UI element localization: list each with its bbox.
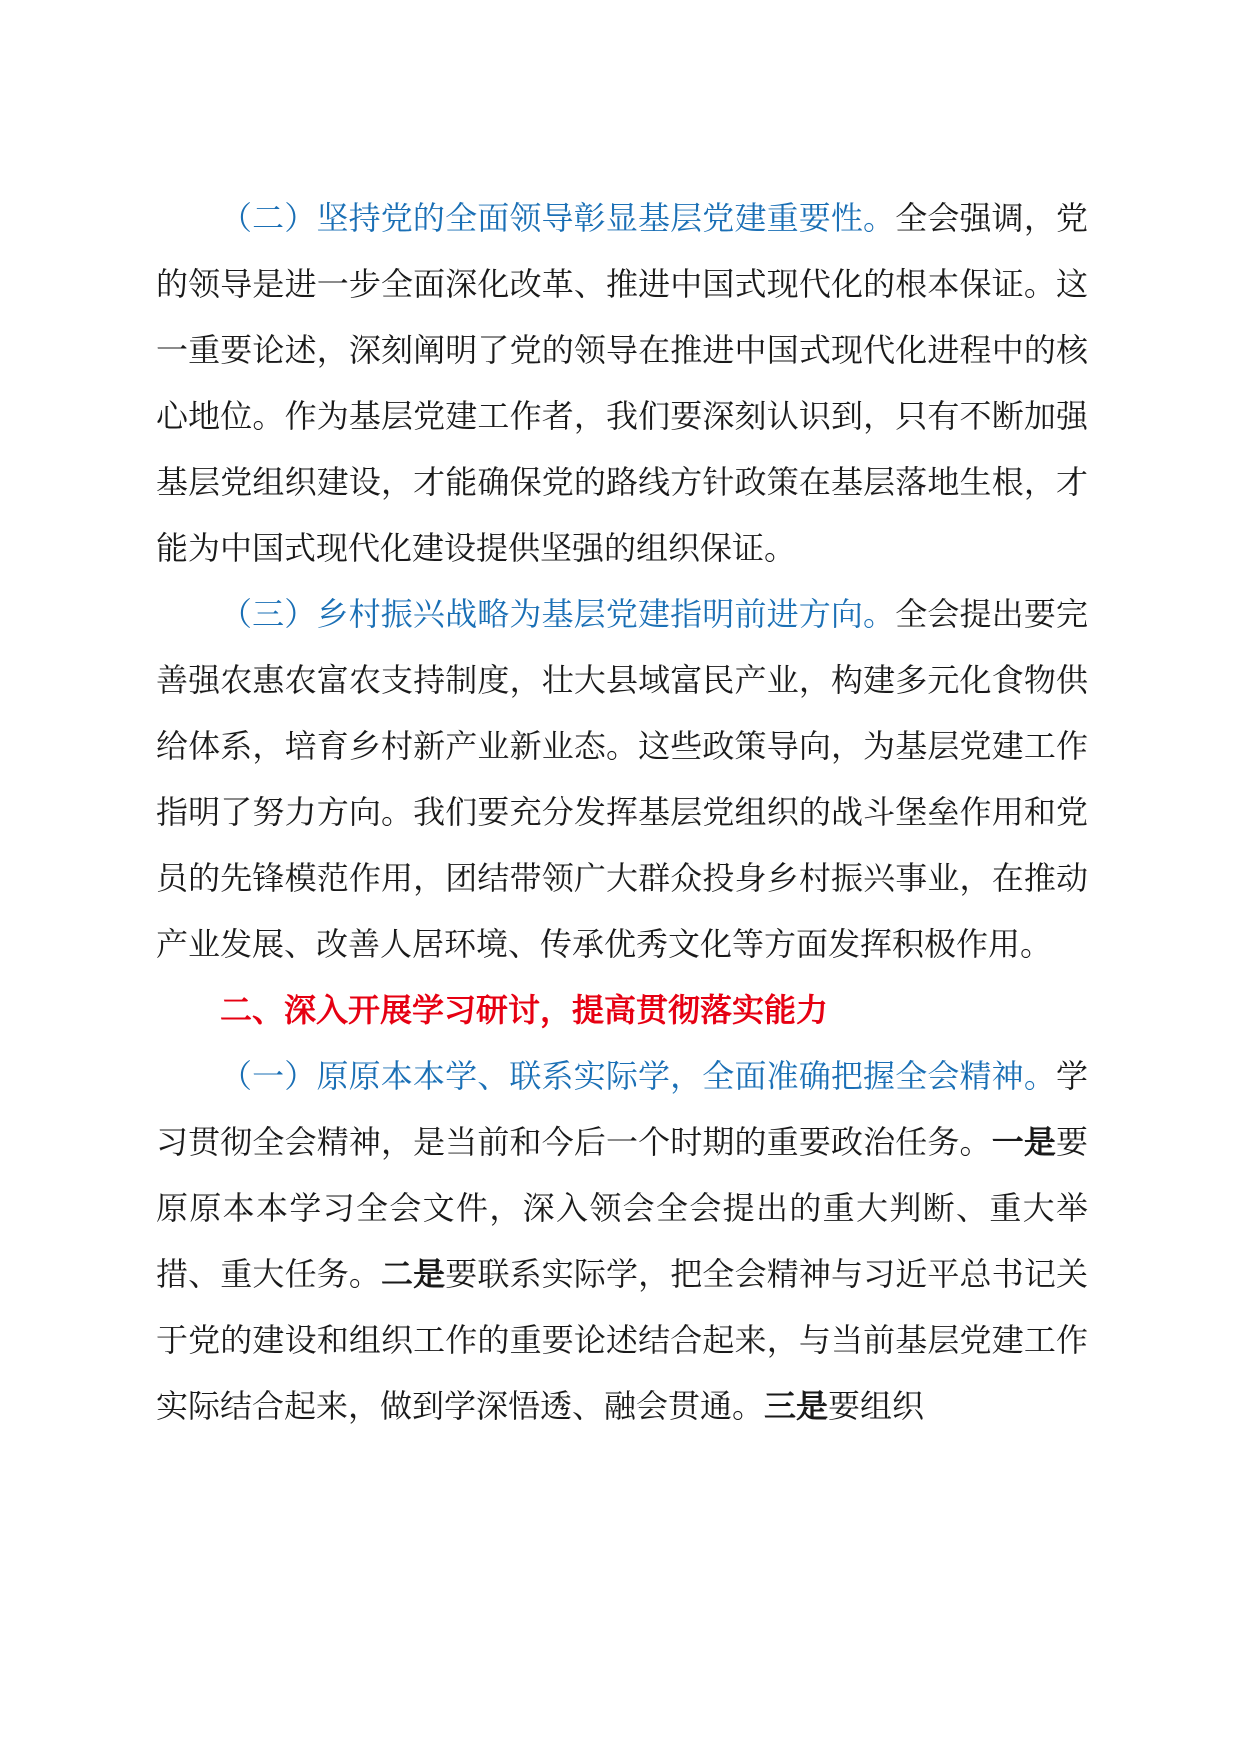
sub-heading-study-plenary: （一）原原本本学、联系实际学，全面准确把握全会精神。 (220, 1057, 1056, 1095)
paragraph-text: 学习贯彻全会精神，是当前和今后一个时期的重要政治任务。 (156, 1057, 1088, 1161)
item-text-2: 要联系实际学，把全会精神与习近平总书记关于党的建设和组织工作的重要论述结合起来，与当前基层党建工作实际结合起来，做到学深悟透、融会贯通。 (156, 1255, 1088, 1425)
document-body (156, 185, 1088, 1439)
sub-heading-party-leadership: （二）坚持党的全面领导彰显基层党建重要性。 (220, 199, 896, 237)
sub-heading-rural-revitalization: （三）乡村振兴战略为基层党建指明前进方向。 (220, 595, 896, 633)
item-label-3: 三是 (764, 1387, 829, 1425)
paragraph-study-plenary (156, 1043, 1088, 1439)
section-heading-study: 二、深入开展学习研讨，提高贯彻落实能力 (220, 991, 829, 1029)
item-text-3: 要组织 (828, 1387, 925, 1425)
paragraph-text: 全会强调，党的领导是进一步全面深化改革、推进中国式现代化的根本保证。这一重要论述，深刻阐明了党的领导在推进中国式现代化进程中的核心地位。作为基层党建工作者，我们要深刻认识到，只有不断加强基层党组织建设，才能确保党的路线方针政策在基层落地生根，才能为中国式现代化建设提供坚强的组织保证。 (156, 199, 1088, 567)
paragraph-party-leadership (156, 185, 1088, 581)
paragraph-text: 全会提出要完善强农惠农富农支持制度，壮大县域富民产业，构建多元化食物供给体系，培育乡村新产业新业态。这些政策导向，为基层党建工作指明了努力方向。我们要充分发挥基层党组织的战斗堡垒作用和党员的先锋模范作用，团结带领广大群众投身乡村振兴事业，在推动产业发展、改善人居环境、传承优秀文化等方面发挥积极作用。 (156, 595, 1088, 963)
item-text-1: 要原原本本学习全会文件，深入领会全会提出的重大判断、重大举措、重大任务。 (156, 1123, 1088, 1293)
item-label-1: 一是 (991, 1123, 1056, 1161)
item-label-2: 二是 (381, 1255, 446, 1293)
paragraph-rural-revitalization (156, 581, 1088, 977)
